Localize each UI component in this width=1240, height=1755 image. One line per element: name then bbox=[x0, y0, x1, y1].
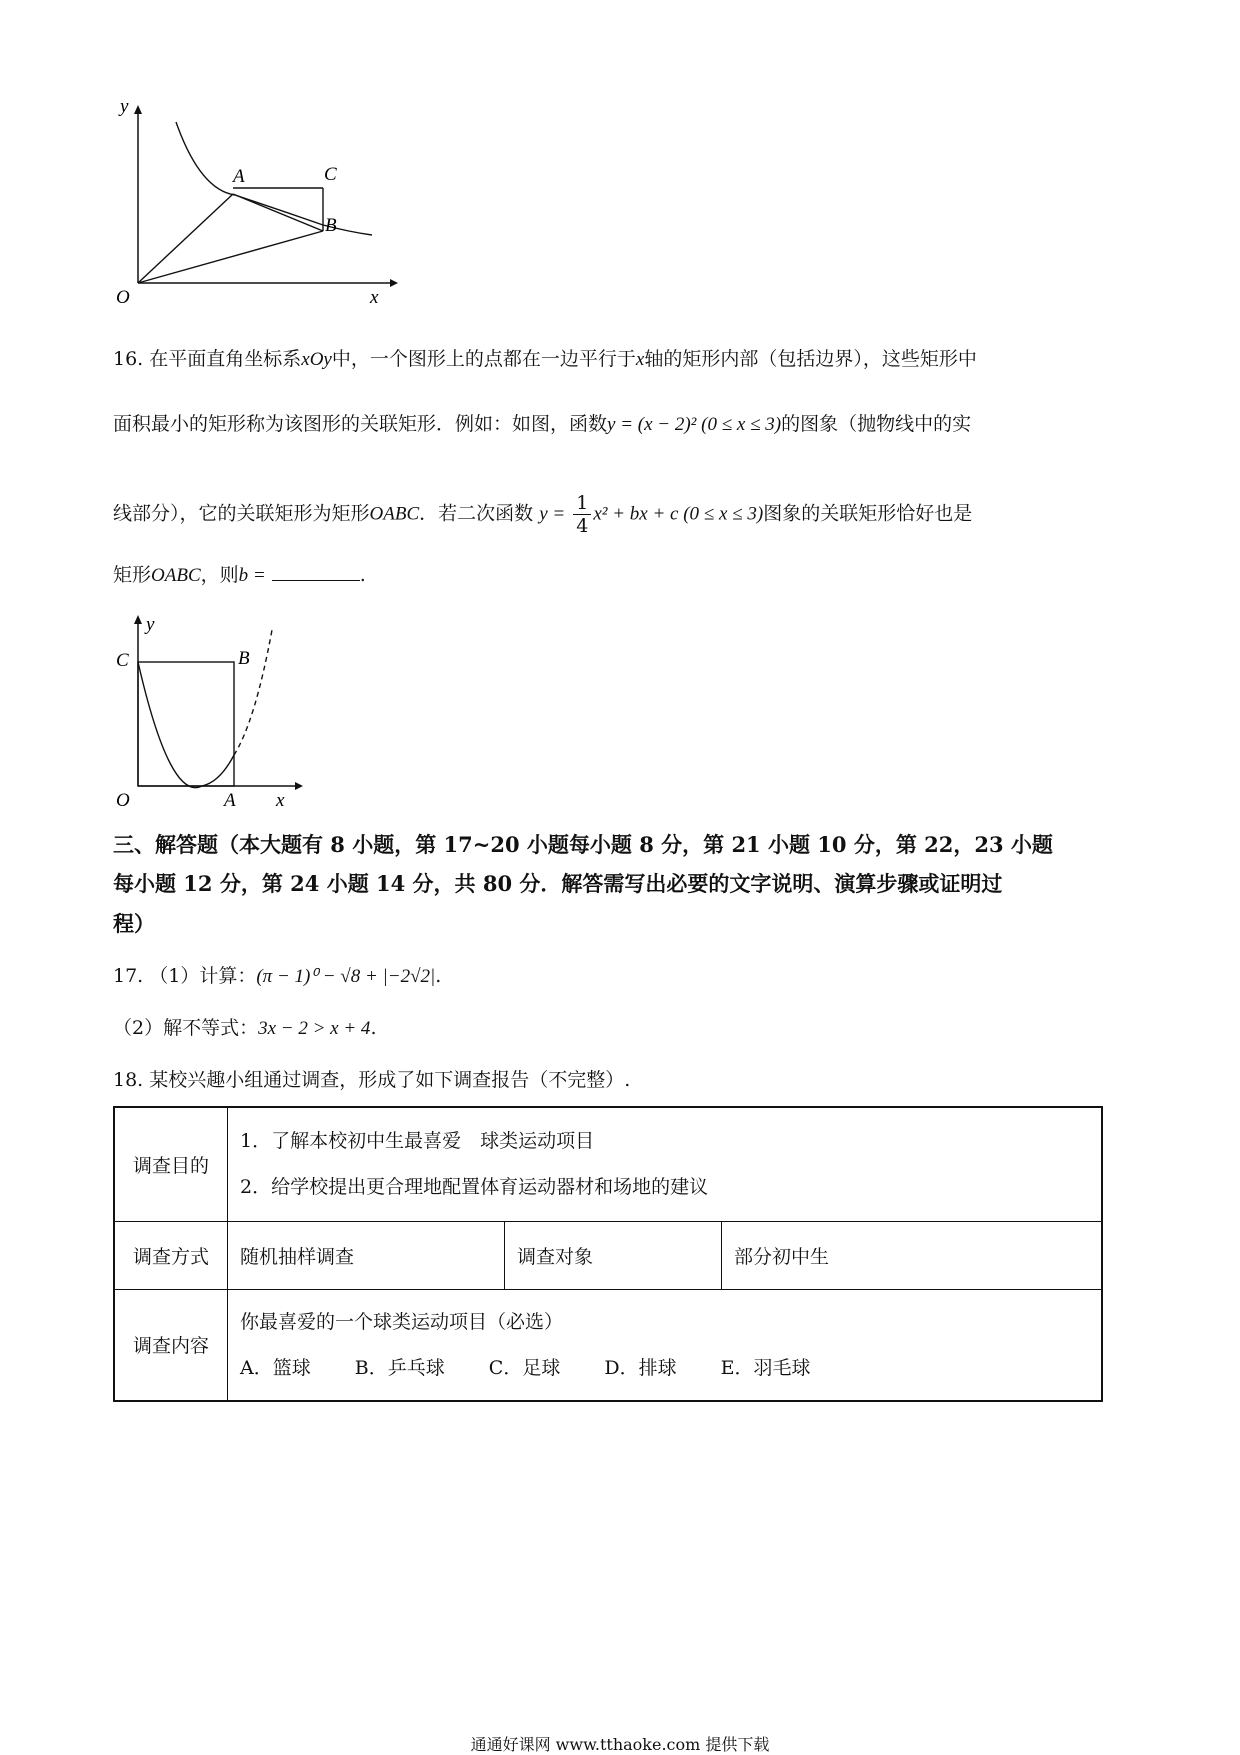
x-axis-arrow bbox=[295, 782, 303, 790]
q17-part-1-end: . bbox=[435, 965, 442, 987]
q16-line-4 bbox=[113, 562, 1133, 589]
hyperbola-curve bbox=[176, 122, 372, 235]
q16-line-3 bbox=[113, 492, 1133, 537]
fraction-one-quarter bbox=[573, 492, 591, 537]
option-d: D．排球 bbox=[604, 1356, 677, 1379]
table-row bbox=[114, 1289, 1102, 1401]
table-row bbox=[114, 1221, 1102, 1289]
q16-text: 中，一个图形上的点都在一边平行于 bbox=[331, 348, 636, 370]
content-options bbox=[240, 1345, 1089, 1391]
table-row bbox=[114, 1107, 1102, 1221]
option-e: E．羽毛球 bbox=[720, 1356, 811, 1379]
q16-example-function: y = (x − 2)² (0 ≤ x ≤ 3) bbox=[607, 414, 782, 435]
content-question: 你最喜爱的一个球类运动项目（必选） bbox=[240, 1310, 564, 1333]
q17-part-2-expression: 3x − 2 > x + 4 bbox=[258, 1018, 371, 1039]
figure-parabola bbox=[110, 612, 310, 812]
purpose-item-1: 1．了解本校初中生最喜爱 球类运动项目 bbox=[240, 1130, 595, 1153]
content-label-cell: 调查内容 bbox=[114, 1289, 228, 1401]
fig2-point-a-label: A bbox=[224, 790, 236, 811]
method-value-cell: 随机抽样调查 bbox=[228, 1221, 505, 1289]
fig1-point-a-label: A bbox=[233, 166, 245, 187]
fig1-point-c-label: C bbox=[324, 164, 337, 185]
q16-text: 在平面直角坐标系 bbox=[149, 348, 302, 370]
x-axis-arrow bbox=[390, 279, 398, 287]
purpose-value-cell bbox=[228, 1107, 1103, 1221]
q16-func-suffix: x² + bx + c (0 ≤ x ≤ 3) bbox=[593, 503, 764, 525]
method-label-cell: 调查方式 bbox=[114, 1221, 228, 1289]
content-value-cell bbox=[228, 1289, 1103, 1401]
q16-period: . bbox=[359, 564, 366, 586]
q16-text: 矩形 bbox=[113, 564, 152, 586]
purpose-label-cell: 调查目的 bbox=[114, 1107, 228, 1221]
q16-b-var: b = bbox=[238, 565, 266, 586]
fig2-origin-label: O bbox=[116, 790, 130, 811]
q16-line-1 bbox=[113, 346, 1133, 373]
q16-answer-blank[interactable] bbox=[272, 562, 360, 581]
q16-coord-system: xOy bbox=[301, 349, 332, 370]
q18-intro: 18. 某校兴趣小组通过调查，形成了如下调查报告（不完整）. bbox=[113, 1069, 631, 1091]
rectangle-oabc bbox=[138, 662, 234, 786]
option-c: C．足球 bbox=[488, 1356, 561, 1379]
figure-hyperbola bbox=[100, 100, 400, 310]
fig2-y-label: y bbox=[146, 614, 155, 635]
q17-part-1 bbox=[113, 963, 1133, 990]
q17-part-2-label: （2）解不等式： bbox=[113, 1017, 259, 1039]
q16-text: 线部分），它的关联矩形为矩形 bbox=[113, 502, 370, 525]
fig1-point-b-label: B bbox=[325, 215, 337, 236]
section-3-heading-line-3: 程） bbox=[113, 911, 155, 936]
q16-number: 16. bbox=[113, 348, 144, 370]
q16-text: ．若二次函数 bbox=[419, 502, 534, 525]
option-b: B．乒乓球 bbox=[354, 1356, 445, 1379]
section-3-heading-line-2: 每小题 12 分，第 24 小题 14 分，共 80 分．解答需写出必要的文字说明、演算步骤或证明过 bbox=[113, 871, 1003, 896]
q16-line-2 bbox=[113, 411, 1133, 438]
segment-ab bbox=[233, 194, 323, 231]
section-3-heading-line-1: 三、解答题（本大题有 8 小题，第 17~20 小题每小题 8 分，第 21 小题 10 分，第 22，23 小题 bbox=[113, 832, 1053, 857]
parabola-solid-part bbox=[138, 662, 234, 788]
fig1-x-label: x bbox=[370, 287, 379, 308]
y-axis-arrow bbox=[134, 615, 142, 624]
q16-rect-name: OABC bbox=[369, 503, 420, 525]
q16-text: 的图象（抛物线中的实 bbox=[781, 413, 972, 435]
fig1-origin-label: O bbox=[116, 287, 130, 308]
fig1-y-label: y bbox=[120, 100, 129, 117]
purpose-item-2: 2．给学校提出更合理地配置体育运动器材和场地的建议 bbox=[240, 1176, 709, 1199]
q16-func-prefix: y = bbox=[539, 503, 566, 525]
q16-text: 面积最小的矩形称为该图形的关联矩形．例如：如图，函数 bbox=[113, 413, 608, 435]
fraction-denominator: 4 bbox=[576, 515, 589, 537]
q16-text: ，则 bbox=[200, 564, 239, 586]
q16-text: 图象的关联矩形恰好也是 bbox=[763, 502, 973, 525]
object-label-cell: 调查对象 bbox=[505, 1221, 722, 1289]
q17-part-2-end: . bbox=[370, 1017, 377, 1039]
page-footer: 通通好课网 www.tthaoke.com 提供下载 bbox=[470, 1735, 770, 1754]
fig2-point-c-label: C bbox=[116, 650, 129, 671]
object-value-cell: 部分初中生 bbox=[722, 1221, 1103, 1289]
q17-part-1-expression: (π − 1)⁰ − √8 + |−2√2| bbox=[256, 966, 436, 987]
q16-rect-name-2: OABC bbox=[151, 565, 201, 586]
fraction-numerator: 1 bbox=[573, 492, 591, 515]
fig2-x-label: x bbox=[276, 790, 285, 811]
option-a: A．篮球 bbox=[240, 1356, 311, 1379]
q16-x-var: x bbox=[635, 349, 645, 370]
q17-part-2 bbox=[113, 1015, 1133, 1042]
survey-report-table bbox=[113, 1106, 1103, 1402]
fig2-point-b-label: B bbox=[238, 648, 250, 669]
q16-text: 轴的矩形内部（包括边界），这些矩形中 bbox=[644, 348, 977, 370]
y-axis-arrow bbox=[134, 105, 142, 114]
q17-part-1-label: 17. （1）计算： bbox=[113, 965, 257, 987]
